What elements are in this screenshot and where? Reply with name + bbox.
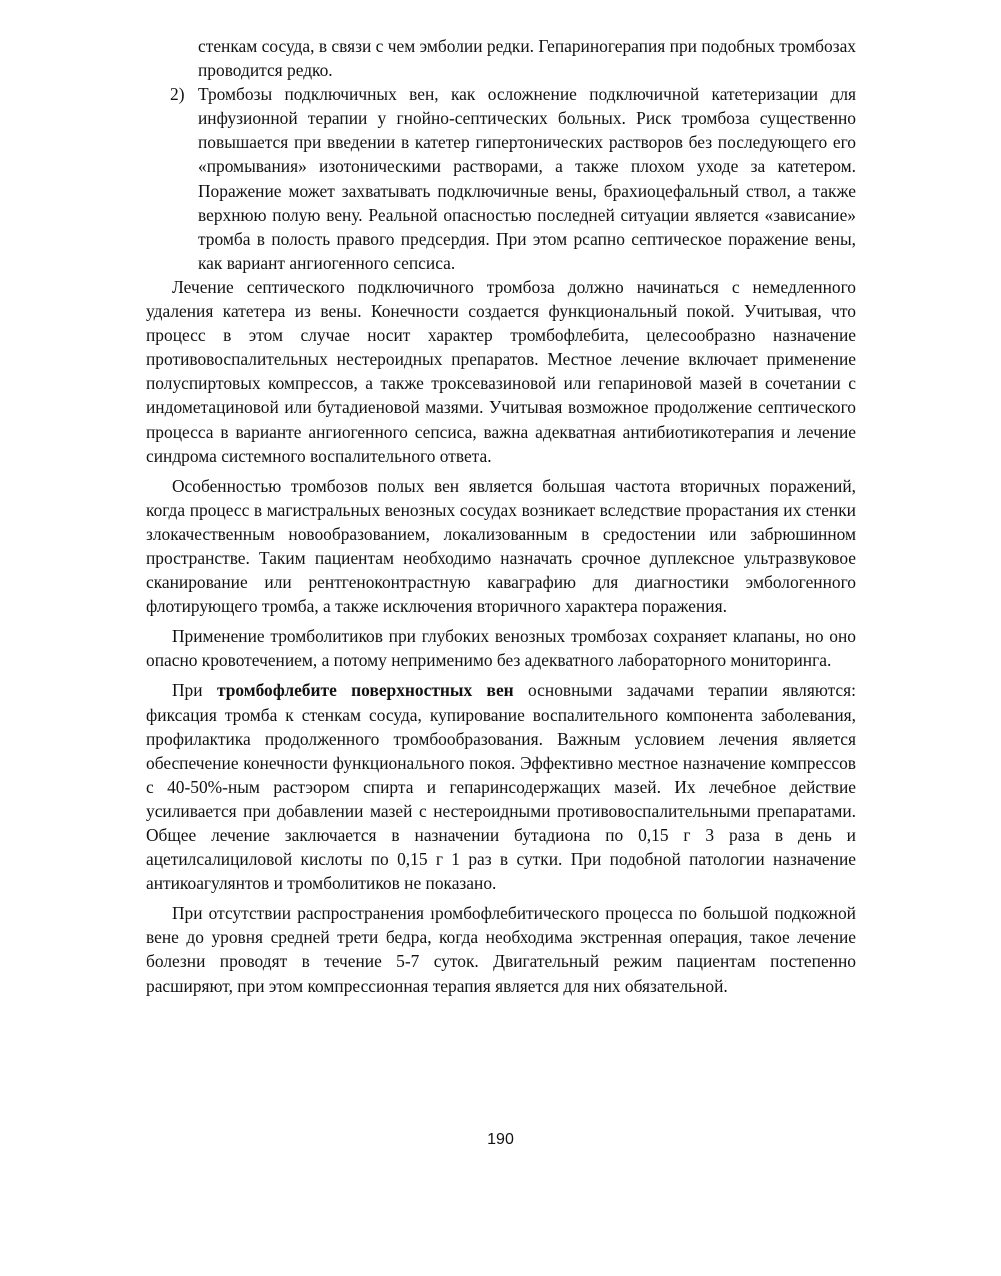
bold-term: тромбофлебите поверхностных вен <box>216 680 514 701</box>
paragraph-lead: При <box>172 680 217 701</box>
paragraph-subclavian-treatment: Лечение септического подключичного тромбоза должно начинаться с немедленного удаления катетера из вены. Конечности создается функциональный покой. Учитывая, что процесс в этом случае носит характер тромбофлебита, целесообразно назначение противовоспалительных нестероидных препаратов. Местное лечение включает применение полуспиртовых компрессов, а также троксевазиновой или гепариновой мазей в сочетании с индометациновой или бутадиеновой мазями. Учитывая возможное продолжение септического процесса в варианте ангиогенного сепсиса, важна адекватная антибиотикотерапия и лечение синдрома системного воспалительного ответа. <box>146 276 856 466</box>
paragraph-superficial-thrombophlebitis <box>146 678 856 895</box>
paragraph-rest: основными задачами терапии являются: фиксация тромба к стенкам сосуда, купирование воспалительного компонента заболевания, профилактика продолженного тромбообразования. Важным условием лечения является обеспечение конечности функционального покоя. Эффективно местное назначение компрессов с 40-50%-ным растэором спирта и гепаринсодержащих мазей. Их лечебное действие усиливается при добавлении мазей с нестероидными противовоспалительными препаратами. Общее лечение заключается в назначении бутадиона по 0,15 г 3 раза в день и ацетилсалициловой кислоты по 0,15 г 1 раз в сутки. При подобной патологии назначение антикоагулянтов и тромболитиков не показано. <box>146 680 856 894</box>
list-item-number: 2) <box>170 84 185 105</box>
paragraph-vena-cava: Особенностью тромбозов полых вен является большая частота вторичных поражений, когда процесс в магистральных венозных сосудах возникает вследствие прорастания их стенки злокачественным новообразованием, локализованным в средостении или забрюшинном пространстве. Таким пациентам необходимо назначать срочное дуплексное ультразвуковое сканирование или рентгеноконтрастную каваграфию для диагностики эмбологенного флотирующего тромба, а также исключения вторичного характера поражения. <box>146 475 856 617</box>
list-item-text: Тромбозы подключичных вен, как осложнение подключичной катетеризации для инфузионной терапии у гнойно-септических больных. Риск тромбоза существенно повышается при введении в катетер гипертонических растворов без последующего его «промывания» изотоническими растворами, а также плохом уходе за катетером. Поражение может захватывать подключичные вены, брахиоцефальный ствол, а также верхнюю полую вену. Реальной опасностью последней ситуации является «зависание» тромба в полость правого предсердия. При этом рсапно септическое поражение вены, как вариант ангиогенного сепсиса. <box>198 84 856 273</box>
page-number: 190 <box>487 1131 514 1148</box>
list-item-2 <box>146 82 856 275</box>
paragraph-conservative-treatment: При отсутствии распространения ıромбофлебитического процесса по большой подкожной вене до уровня средней трети бедра, когда необходима экстренная операция, такое лечение болезни проводят в течение 5-7 суток. Двигательный режим пациентам постепенно расширяют, при этом компрессионная терапия является для них обязательной. <box>146 903 856 996</box>
page-body <box>146 34 856 998</box>
continuation-paragraph: стенкам сосуда, в связи с чем эмболии редки. Гепариногерапия при подобных тромбозах проводится редко. <box>198 36 856 81</box>
paragraph-thrombolytics: Применение тромболитиков при глубоких венозных тромбозах сохраняет клапаны, но оно опасно кровотечением, а потому неприменимо без адекватного лабораторного мониторинга. <box>146 626 856 671</box>
